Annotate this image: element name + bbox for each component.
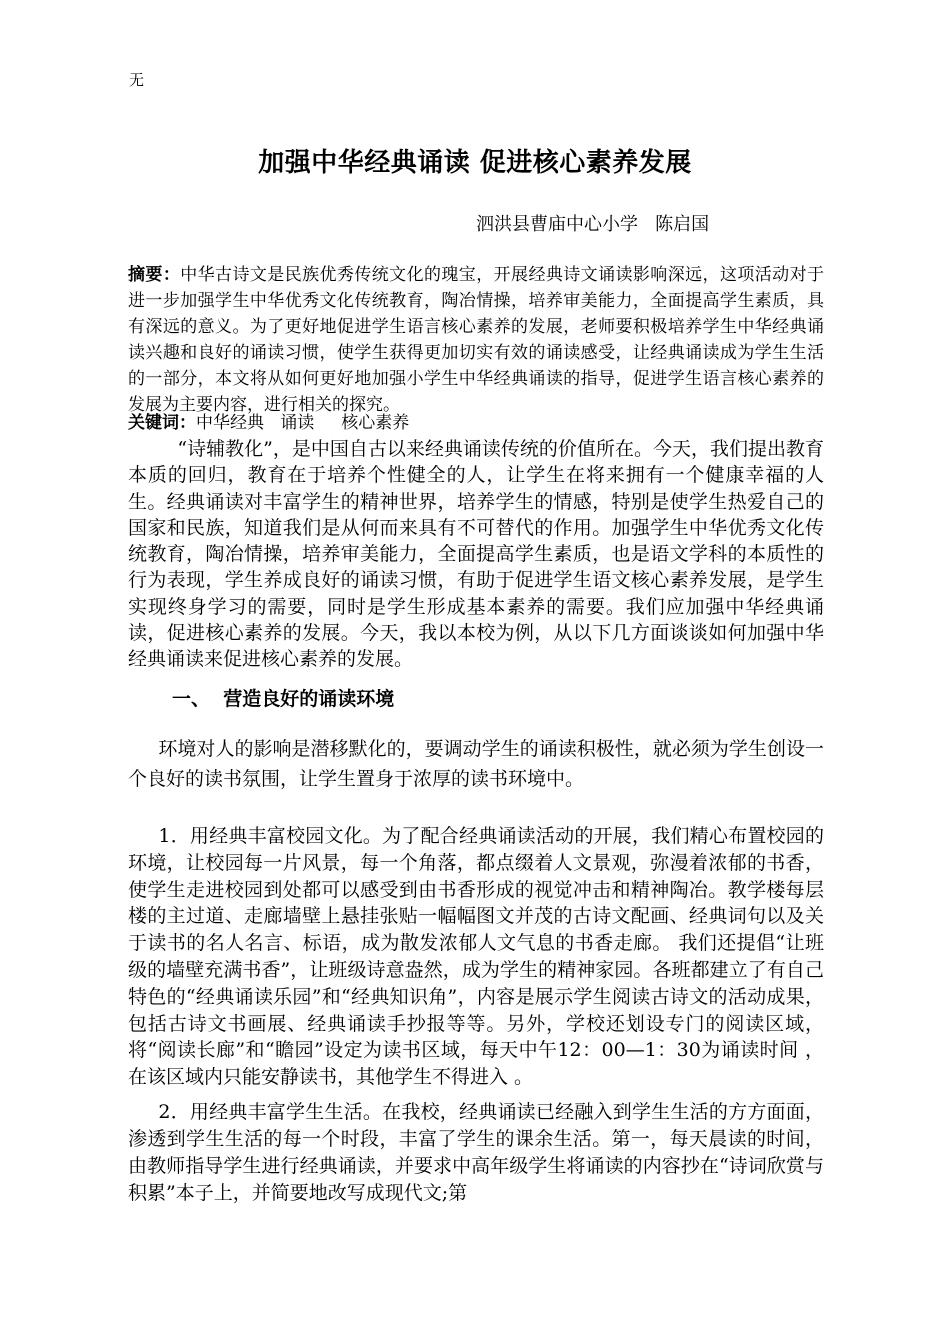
- author-line: 泗洪县曹庙中心小学 陈启国: [476, 214, 710, 235]
- abstract-paragraph: [128, 262, 824, 418]
- abstract-label: 摘要：: [128, 265, 181, 285]
- page-header-tag: 无: [129, 71, 145, 89]
- keywords-line: [128, 412, 409, 434]
- intro-paragraph: “诗辅教化”，是中国自古以来经典诵读传统的价值所在。今天，我们提出教育本质的回归，教育在于培养个性健全的人，让学生在将来拥有一个健康幸福的人生。经典诵读对丰富学生的精神世界，培养学生的情感，特别是使学生热爱自己的国家和民族，知道我们是从何而来具有不可替代的作用。加强学生中华优秀文化传统教育，陶冶情操，培养审美能力，全面提高学生素质，也是语文学科的本质性的行为表现，学生养成良好的诵读习惯，有助于促进学生语文核心素养发展，是学生实现终身学习的需要，同时是学生形成基本素养的需要。我们应加强中华经典诵读，促进核心素养的发展。今天，我以本校为例，从以下几方面谈谈如何加强中华经典诵读来促进核心素养的发展。: [128, 438, 824, 671]
- document-title: 加强中华经典诵读 促进核心素养发展: [258, 148, 692, 178]
- section1-paragraph-3: 2．用经典丰富学生生活。在我校，经典诵读已经融入到学生生活的方方面面，渗透到学生生活的每一个时段，丰富了学生的课余生活。第一，每天晨读的时间，由教师指导学生进行经典诵读，并要求中高年级学生将诵读的内容抄在“诗词欣赏与积累”本子上，并简要地改写成现代文;第: [128, 1101, 824, 1204]
- section-heading-1: 一、 营造良好的诵读环境: [172, 688, 395, 710]
- section1-paragraph-2: 1．用经典丰富校园文化。为了配合经典诵读活动的开展，我们精心布置校园的环境，让校园每一片风景，每一个角落，都点缀着人文景观，弥漫着浓郁的书香，使学生走进校园到处都可以感受到由书香形成的视觉冲击和精神陶冶。教学楼每层楼的主过道、走廊墙壁上悬挂张贴一幅幅图文并茂的古诗文配画、经典词句以及关于读书的名人名言、标语，成为散发浓郁人文气息的书香走廊。 我们还提倡“让班级的墙壁充满书香”，让班级诗意盎然，成为学生的精神家园。各班都建立了有自己特色的“经典诵读乐园”和“经典知识角”，内容是展示学生阅读古诗文的活动成果，包括古诗文书画展、经典诵读手抄报等等。另外，学校还划设专门的阅读区域，将“阅读长廊”和“瞻园”设定为读书区域，每天中午12：00—1：30为诵读时间 ，在该区域内只能安静读书，其他学生不得进入 。: [128, 825, 824, 1089]
- keywords-text: 中华经典 诵读 核心素养: [196, 413, 410, 433]
- keywords-label: 关键词：: [128, 413, 196, 433]
- section1-paragraph-1: 环境对人的影响是潜移默化的，要调动学生的诵读积极性，就必须为学生创设一个良好的读书氛围，让学生置身于浓厚的读书环境中。: [128, 738, 824, 790]
- abstract-text: 中华古诗文是民族优秀传统文化的瑰宝，开展经典诗文诵读影响深远，这项活动对于进一步加强学生中华优秀文化传统教育，陶冶情操，培养审美能力，全面提高学生素质，具有深远的意义。为了更好地促进学生语言核心素养的发展，老师要积极培养学生中华经典诵读兴趣和良好的诵读习惯，使学生获得更加切实有效的诵读感受，让经典诵读成为学生生活的一部分，本文将从如何更好地加强小学生中华经典诵读的指导，促进学生语言核心素养的发展为主要内容，进行相关的探究。: [128, 265, 825, 415]
